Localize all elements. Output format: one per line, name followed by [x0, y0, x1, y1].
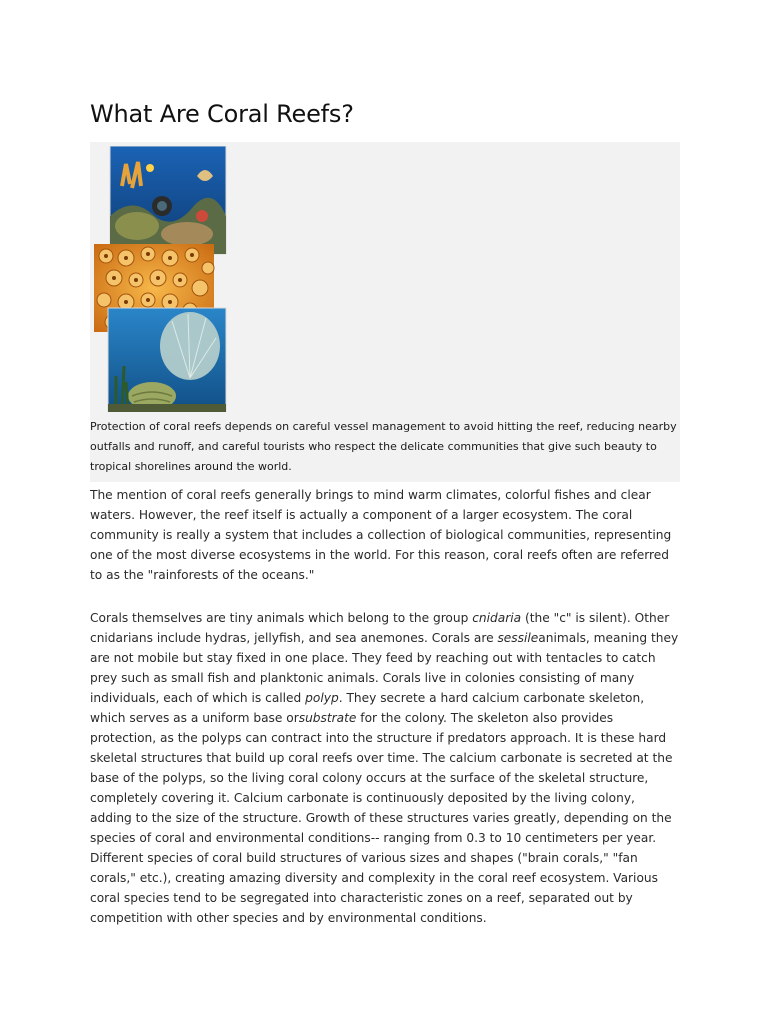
text-segment: . They secrete a hard calcium carbonate skeleton, which serves as a uniform base or — [90, 691, 645, 725]
term-substrate: substrate — [298, 711, 357, 725]
reef-photo-top — [110, 146, 226, 254]
text-segment: for the colony. The skeleton also provides protection, as the polyps can contract into the structure if predators approach. It is these hard skeletal structures that build up coral reefs over time. The calcium carbonate is secreted at the base of the polyps, so the living coral colony occurs at the surface of the skeletal structure, completely covering it. Calcium carbonate is continuously deposited by the living colony, adding to the size of the structure. Growth of these structures varies greatly, depending on the species of coral and environmental conditions-- ranging from 0.3 to 10 centimeters per year. Different species of coral build structures of various sizes and shapes ("brain corals," "fan corals," etc.), creating amazing diversity and complexity in the coral reef ecosystem. Various coral species tend to be segregated into characteristic zones on a reef, separated out by competition with other species and by environmental conditions. — [90, 711, 673, 925]
paragraph-intro: The mention of coral reefs generally brings to mind warm climates, colorful fishes and clear waters. However, the reef itself is actually a component of a larger ecosystem. The coral community is really a system that includes a collection of biological communities, representing one of the most diverse ecosystems in the world. For this reason, coral reefs often are referred to as the "rainforests of the oceans." — [90, 488, 672, 582]
coral-reef-image — [92, 146, 232, 412]
seafan-photo-bottom — [108, 308, 226, 412]
term-polyp: polyp — [305, 691, 339, 705]
term-cnidaria: cnidaria — [472, 611, 522, 625]
paragraph-corals — [90, 608, 680, 928]
text-segment: Corals themselves are tiny animals which belong to the group — [90, 611, 473, 625]
text-segment: animals, meaning they are not mobile but stay fixed in one place. They feed by reaching out with tentacles to catch prey such as small fish and planktonic animals. Corals live in colonies consisting of many individuals, each of which is called — [90, 631, 679, 705]
text-segment: (the "c" is silent). Other cnidarians include hydras, jellyfish, and sea anemones. Corals are — [90, 611, 670, 645]
coral-collage-illustration — [92, 146, 232, 412]
page-title: What Are Coral Reefs? — [90, 100, 354, 128]
figure-box — [90, 142, 680, 482]
term-sessile: sessile — [497, 631, 539, 645]
figure-caption: Protection of coral reefs depends on careful vessel management to avoid hitting the reef, reducing nearby outfalls and runoff, and careful tourists who respect the delicate communities that give such beauty to tropical shorelines around the world. — [90, 420, 677, 473]
